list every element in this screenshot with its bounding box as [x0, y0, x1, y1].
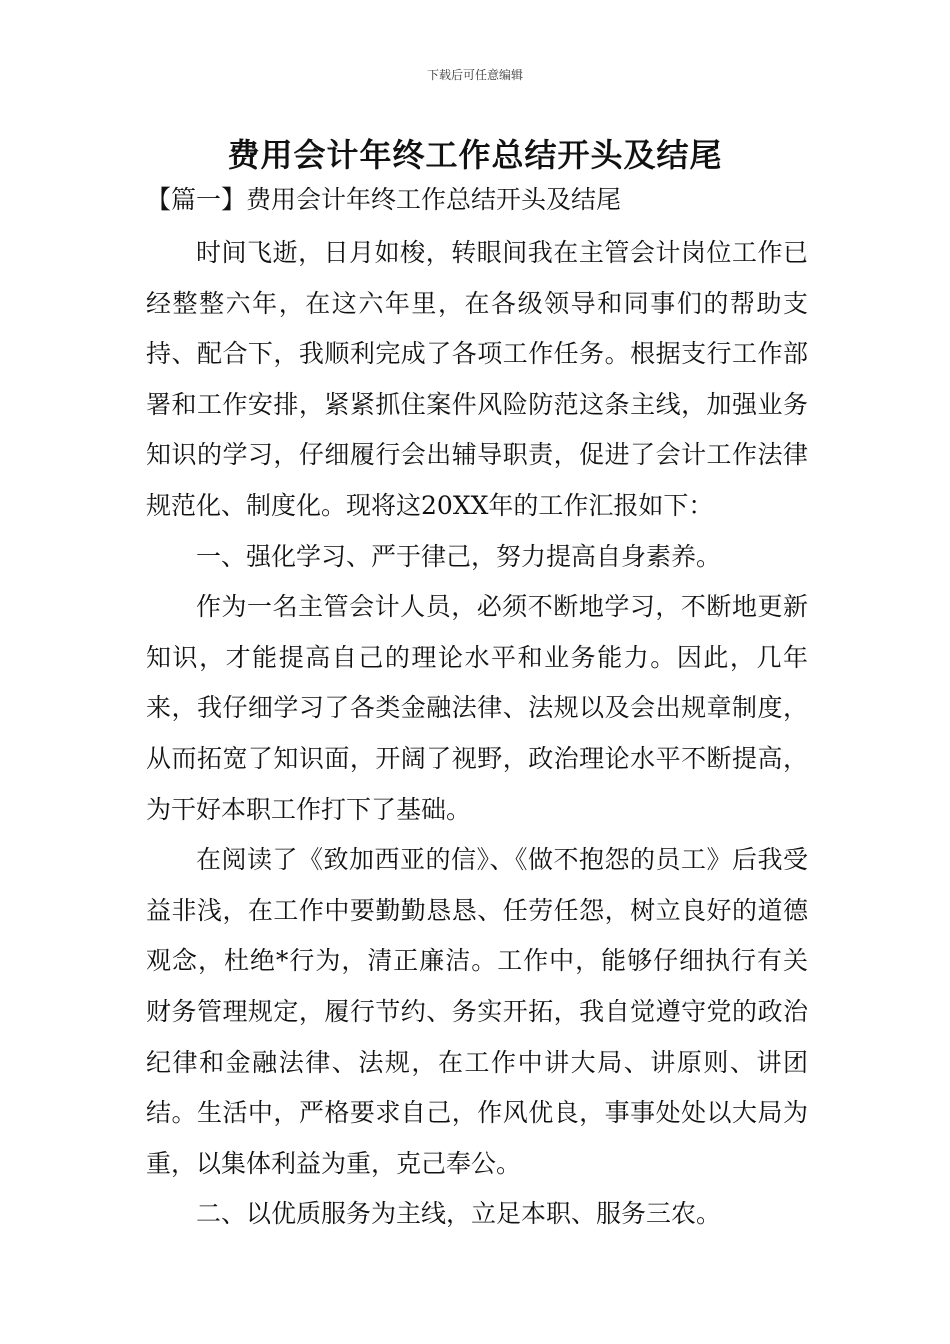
- document-title: 费用会计年终工作总结开头及结尾: [227, 136, 723, 174]
- paragraph-reading: 在阅读了《致加西亚的信》、《做不抱怨的员工》后我受益非浅，在工作中要勤勤恳恳、任劳任怨，树立良好的道德观念，杜绝*行为，清正廉洁。工作中，能够仔细执行有关财务管理规定，履行节约、务实开拓，我自觉遵守党的政治纪律和金融法律、法规，在工作中讲大局、讲原则、讲团结。生活中，严格要求自己，作风优良，事事处处以大局为重，以集体利益为重，克己奉公。: [146, 845, 808, 1178]
- paragraph-study: 作为一名主管会计人员，必须不断地学习，不断地更新知识，才能提高自己的理论水平和业务能力。因此，几年来，我仔细学习了各类金融法律、法规以及会出规章制度，从而拓宽了知识面，开阔了视野，政治理论水平不断提高，为干好本职工作打下了基础。: [146, 592, 808, 824]
- paragraph-heading-one: 一、强化学习、严于律己，努力提高自身素养。: [196, 541, 722, 571]
- document-body: [146, 228, 808, 1240]
- header-note: 下载后可任意编辑: [426, 68, 523, 82]
- section-heading: 【篇一】费用会计年终工作总结开头及结尾: [146, 185, 622, 214]
- paragraph-heading-two: 二、以优质服务为主线，立足本职、服务三农。: [196, 1199, 722, 1229]
- paragraph-intro: 时间飞逝，日月如梭，转眼间我在主管会计岗位工作已经整整六年，在这六年里，在各级领导和同事们的帮助支持、配合下，我顺利完成了各项工作任务。根据支行工作部署和工作安排，紧紧抓住案件风险防范这条主线，加强业务知识的学习，仔细履行会出辅导职责，促进了会计工作法律规范化、制度化。现将这20XX年的工作汇报如下：: [146, 238, 808, 520]
